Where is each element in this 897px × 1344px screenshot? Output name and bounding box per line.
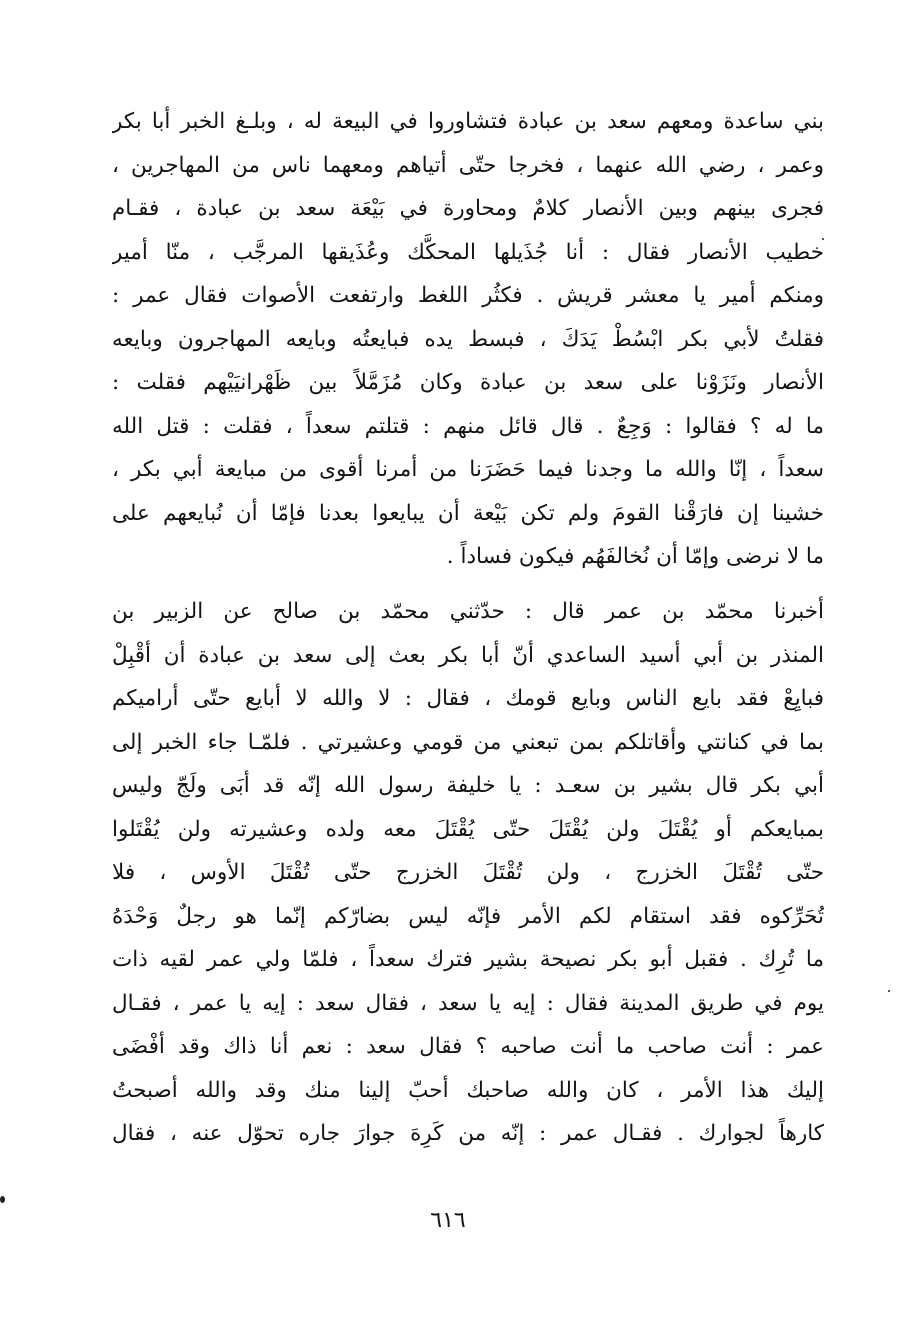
text-line: بمبايعكم أو يُقْتَلَ ولن يُقْتَلَ حتّى يُقْتَلَ معه ولده وعشيرته ولن يُقْتَلوا	[112, 816, 824, 842]
text-line: المنذر بن أبي أسيد الساعدي أنّ أبا بكر بعث إلى سعد بن عبادة أن أقْبِلْ	[112, 642, 824, 668]
text-line: فجرى بينهم وبين الأنصار كلامٌ ومحاورة في بَيْعَة سعد بن عبادة ، فقـام	[112, 196, 824, 221]
text-line: ما له ؟ فقالوا : وَجِعٌ . قال قائل منهم : قتلتم سعداً ، فقلت : قتل الله	[112, 413, 824, 439]
text-line: ما لا نرضى وإمّا أن نُخالفَهُم فيكون فساداً .	[446, 544, 824, 569]
scan-speck	[0, 1196, 5, 1203]
text-line: ما تُرِك . فقبل أبو بكر نصيحة بشير فترك سعداً ، فلمّا ولي عمر لقيه ذات	[112, 947, 824, 972]
text-line: كارهاً لجوارك . فقـال عمر : إنّه من كَرِهَ جوارَ جاره تحوّل عنه ، فقال	[112, 1121, 824, 1146]
page-number: ٦١٦	[430, 1208, 466, 1233]
text-line: خطيب الأنصار فقال : أنا جُذَيلها المحكَّك وعُذَيقها المرجَّب ، منّا أمير	[112, 239, 824, 265]
text-line: إليك هذا الأمر ، كان والله صاحبك أحبّ إلينا منك وقد والله أصبحتُ	[112, 1077, 824, 1103]
text-line: أبي بكر قال بشير بن سعـد : يا خليفة رسول الله إنّه قد أبَى ولَجّ وليس	[112, 773, 824, 798]
scan-speck	[888, 990, 890, 992]
text-line: يوم في طريق المدينة فقال : إيه يا سعد ، فقال سعد : إيه يا عمر ، فقـال	[112, 990, 824, 1016]
scan-speck	[822, 238, 824, 240]
text-line: فقلتُ لأبي بكر ابْسُطْ يَدَكَ ، فبسط يده فبايعتُه وبايعه المهاجرون وبايعه	[112, 326, 824, 352]
text-line: الأنصار ونَزَوْنا على سعد بن عبادة وكان مُزَمَّلاً بين ظَهْرانيَيْهم فقلت :	[112, 370, 824, 395]
text-line: بني ساعدة ومعهم سعد بن عبادة فتشاوروا في البيعة له ، وبلـغ الخبر أبا بكر	[112, 109, 824, 134]
text-line: فبايِعْ فقد بايع الناس وبايع قومك ، فقال : لا والله لا أبايع حتّى أراميكم	[112, 686, 824, 711]
text-line: عمر : أنت صاحب ما أنت صاحبه ؟ فقال سعد : نعم أنا ذاك وقد أفْضَى	[112, 1034, 824, 1059]
paragraph-saqifa-account	[112, 100, 824, 579]
text-line: ومنكم أمير يا معشر قريش . فكثُر اللغط وارتفعت الأصوات فقال عمر :	[112, 283, 824, 308]
text-line: تُحَرِّكوه فقد استقام لكم الأمر فإنّه ليس بضارّكم إنّما هو رجلٌ وَحْدَهُ	[112, 903, 824, 929]
text-line: سعداً ، إنّا والله ما وجدنا فيما حَضَرَنا من أمرنا أقوى من مبايعة أبي بكر ،	[112, 457, 824, 482]
text-line: وعمر ، رضي الله عنهما ، فخرجا حتّى أتياهم ومعهما ناس من المهاجرين ،	[112, 152, 824, 178]
text-line: بما في كنانتي وأقاتلكم بمن تبعني من قومي وعشيرتي . فلمّـا جاء الخبر إلى	[112, 729, 824, 755]
paragraph-sad-ibn-ubada-account	[112, 590, 824, 1156]
text-line: حتّى تُقْتَلَ الخزرج ، ولن تُقْتَلَ الخزرج حتّى تُقْتَلَ الأوس ، فلا	[112, 860, 824, 885]
text-line: أخبرنا محمّد بن عمر قال : حدّثني محمّد بن صالح عن الزبير بن	[112, 599, 824, 624]
text-line: خشينا إن فارَقْنا القومَ ولم تكن بَيْعة أن يبايعوا بعدنا فإمّا أن نُبايعهم على	[112, 500, 824, 526]
